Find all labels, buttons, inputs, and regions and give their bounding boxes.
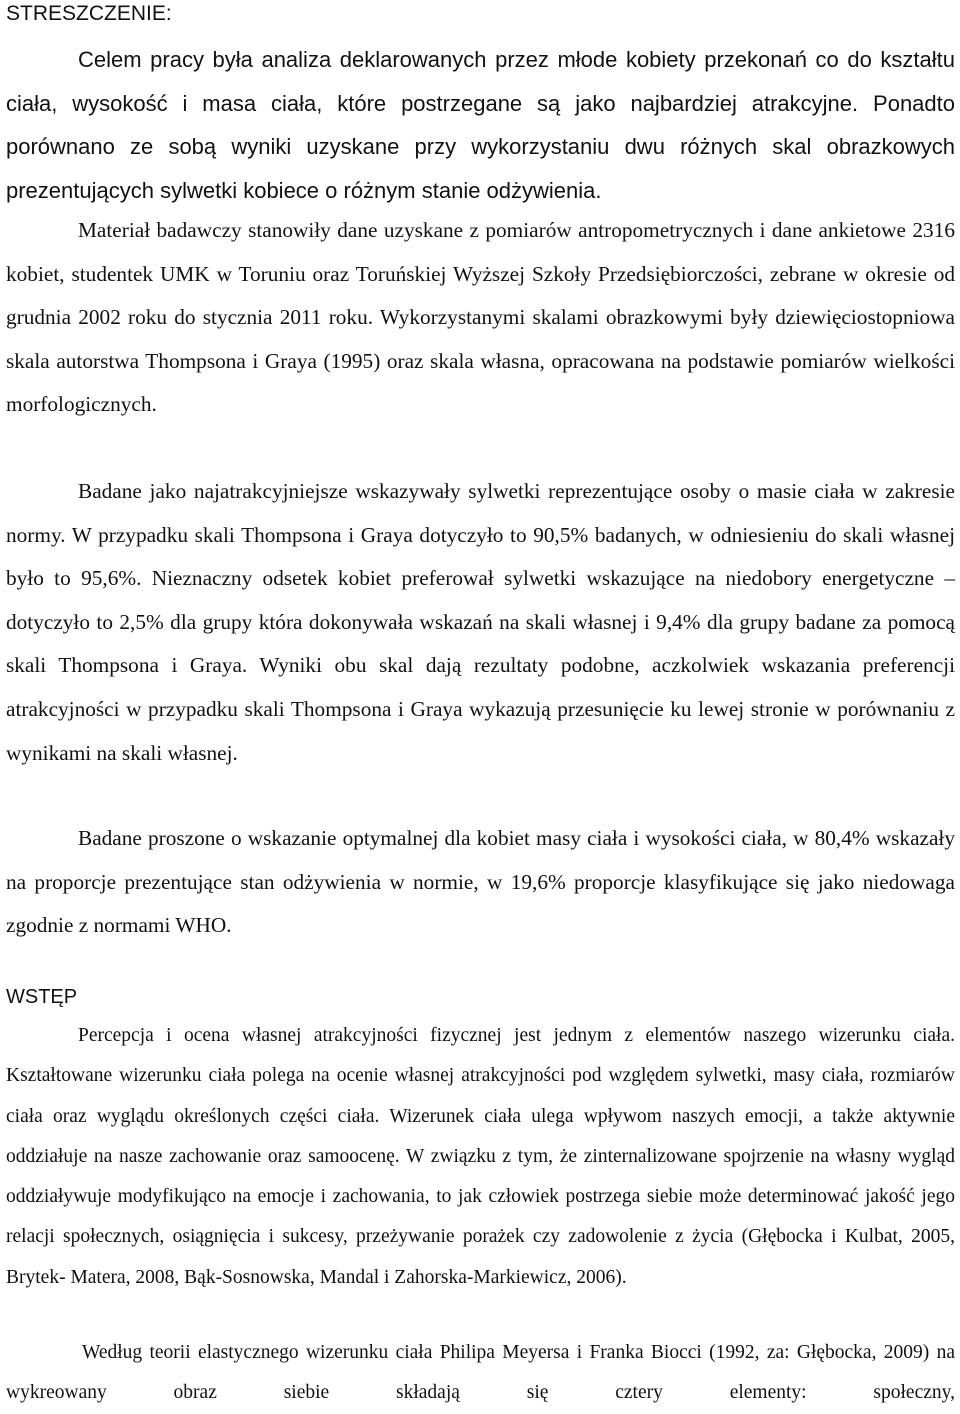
abstract-paragraph-conclusion: Badane proszone o wskazanie optymalnej dla kobiet masy ciała i wysokości ciała, w 80,4% wskazały na proporcje prezentujące stan odżywienia w normie, w 19,6% proporcje klasyfikujące się jako niedowaga zgodnie z normami WHO. <box>6 826 955 938</box>
intro-heading: WSTĘP <box>6 986 78 1008</box>
abstract-heading: STRESZCZENIE: <box>6 2 172 25</box>
abstract-paragraph-material: Materiał badawczy stanowiły dane uzyskane z pomiarów antropometrycznych i dane ankietowe 2316 kobiet, studentek UMK w Toruniu oraz Toruńskiej Wyższej Szkoły Przedsiębiorczości, zebrane w okresie od grudnia 2002 roku do stycznia 2011 roku. Wykorzystanymi skalami obrazkowymi były dziewięciostopniowa skala autorstwa Thompsona i Graya (1995) oraz skala własna, opracowana na podstawie pomiarów wielkości morfologicznych. <box>6 218 955 417</box>
intro-paragraph-body-image: Percepcja i ocena własnej atrakcyjności fizycznej jest jednym z elementów naszego wizerunku ciała. Kształtowane wizerunku ciała polega na ocenie własnej atrakcyjności pod względem sylwetki, masy ciała, rozmiarów ciała oraz wyglądu określonych części ciała. Wizerunek ciała ulega wpływom naszych emocji, a także aktywnie oddziałuje na nasze zachowanie oraz samoocenę. W związku z tym, że zinternalizowane spojrzenie na własny wygląd oddziaływuje modyfikująco na emocje i zachowania, to jak człowiek postrzega siebie może determinować jakość jego relacji społecznych, osiągnięcia i sukcesy, przeżywanie porażek czy zadowolenie z życia (Głębocka i Kulbat, 2005, Brytek- Matera, 2008, Bąk-Sosnowska, Mandal i Zahorska-Markiewicz, 2006). <box>6 1025 955 1288</box>
intro-paragraph-theory: Według teorii elastycznego wizerunku ciała Philipa Meyersa i Franka Biocci (1992, za: Głębocka, 2009) na wykreowany obraz siebie składają się cztery elementy: społeczny, <box>6 1342 955 1404</box>
abstract-paragraph-results: Badane jako najatrakcyjniejsze wskazywały sylwetki reprezentujące osoby o masie ciała w zakresie normy. W przypadku skali Thompsona i Graya dotyczyło to 90,5% badanych, w odniesieniu do skali własnej było to 95,6%. Nieznaczny odsetek kobiet preferował sylwetki wskazujące na niedobory energetyczne – dotyczyło to 2,5% dla grupy która dokonywała wskazań na skali własnej i 9,4% dla grupy badane za pomocą skali Thompsona i Graya. Wyniki obu skal dają rezultaty podobne, aczkolwiek wskazania preferencji atrakcyjności w przypadku skali Thompsona i Graya wykazują przesunięcie ku lewej stronie w porównaniu z wynikami na skali własnej. <box>6 479 955 765</box>
abstract-paragraph-aim: Celem pracy była analiza deklarowanych przez młode kobiety przekonań co do kształtu ciała, wysokość i masa ciała, które postrzegane są jako najbardziej atrakcyjne. Ponadto porównano ze sobą wyniki uzyskane przy wykorzystaniu dwu różnych skal obrazkowych prezentujących sylwetki kobiece o różnym stanie odżywienia. <box>6 47 955 203</box>
